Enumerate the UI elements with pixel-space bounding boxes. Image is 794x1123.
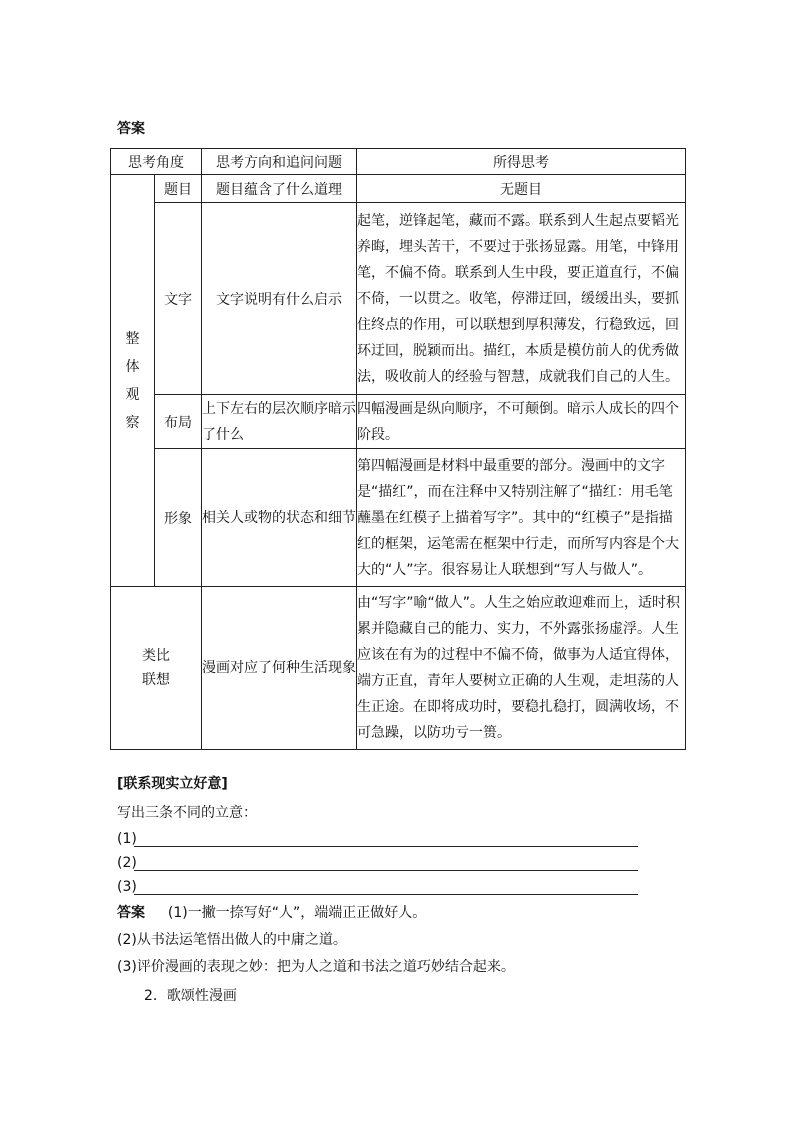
table-row [111,175,686,203]
analogy-question: 漫画对应了何种生活现象 [202,587,357,750]
question-title: 题目蕴含了什么道理 [202,175,357,203]
answer-3: (3)评价漫画的表现之妙：把为人之道和书法之道巧妙结合起来。 [117,959,515,975]
answer-label: 答案 [117,121,145,137]
table-row [111,203,686,395]
blank-label-1: (1) [117,831,137,847]
analysis-table [110,148,686,750]
table-row [111,449,686,587]
answer-line-2[interactable] [134,870,638,871]
sub-title: 题目 [155,175,202,203]
sub-image: 形象 [155,449,202,587]
answer-2: (2)从书法运笔悟出做人的中庸之道。 [117,932,347,948]
sub-layout: 布局 [155,395,202,449]
analogy-label: 类比 联想 [111,587,202,750]
answer-line-1[interactable] [134,846,638,847]
header-question: 思考方向和追问问题 [202,149,357,175]
blank-label-3: (3) [117,879,137,895]
blank-label-2: (2) [117,855,137,871]
answer-1: (1)一撇一捺写好“人”，端端正正做好人。 [167,905,427,921]
group-whole-observation: 整 体 观 察 [111,175,155,587]
question-text: 文字说明有什么启示 [202,203,357,395]
answer-line-3[interactable] [134,894,638,895]
thought-text: 起笔，逆锋起笔，藏而不露。联系到人生起点要韬光养晦，埋头苦干，不要过于张扬显露。用笔，中锋用笔，不偏不倚。联系到人生中段，要正道直行，不偏不倚，一以贯之。收笔，停滞迂回，缓缓出头，要抓住终点的作用，可以联想到厚积薄发，行稳致远，回环迂回，脱颖而出。描红，本质是模仿前人的优秀做法，吸收前人的经验与智慧，成就我们自己的人生。 [357,203,686,395]
thought-layout: 四幅漫画是纵向顺序，不可颠倒。暗示人成长的四个阶段。 [357,395,686,449]
sub-text: 文字 [155,203,202,395]
table-row [111,587,686,750]
thought-image: 第四幅漫画是材料中最重要的部分。漫画中的文字是“描红”，而在注释中又特别注解了“描红：用毛笔蘸墨在红模子上描着写字”。其中的“红模子”是指描红的框架，运笔需在框架中行走，而所写内容是个大大的“人”字。很容易让人联想到“写人与做人”。 [357,449,686,587]
instruction: 写出三条不同的立意： [117,805,257,821]
analogy-thought: 由“写字”喻“做人”。人生之始应敢迎难而上，适时积累并隐藏自己的能力、实力，不外露张扬虚浮。人生应该在有为的过程中不偏不倚，做事为人适宜得体，端方正直，青年人要树立正确的人生观，走坦荡的人生正途。在即将成功时，要稳扎稳打，圆满收场，不可急躁，以防功亏一篑。 [357,587,686,750]
next-heading: 2．歌颂性漫画 [144,988,237,1004]
answer-label-2: 答案 [117,905,145,921]
table-row [111,395,686,449]
question-image: 相关人或物的状态和细节 [202,449,357,587]
thought-title: 无题目 [357,175,686,203]
header-angle: 思考角度 [111,149,202,175]
section-title: [联系现实立好意] [117,776,228,792]
question-layout: 上下左右的层次顺序暗示了什么 [202,395,357,449]
answer-block-first-line [117,903,426,923]
table-header-row [111,149,686,175]
header-thought: 所得思考 [357,149,686,175]
